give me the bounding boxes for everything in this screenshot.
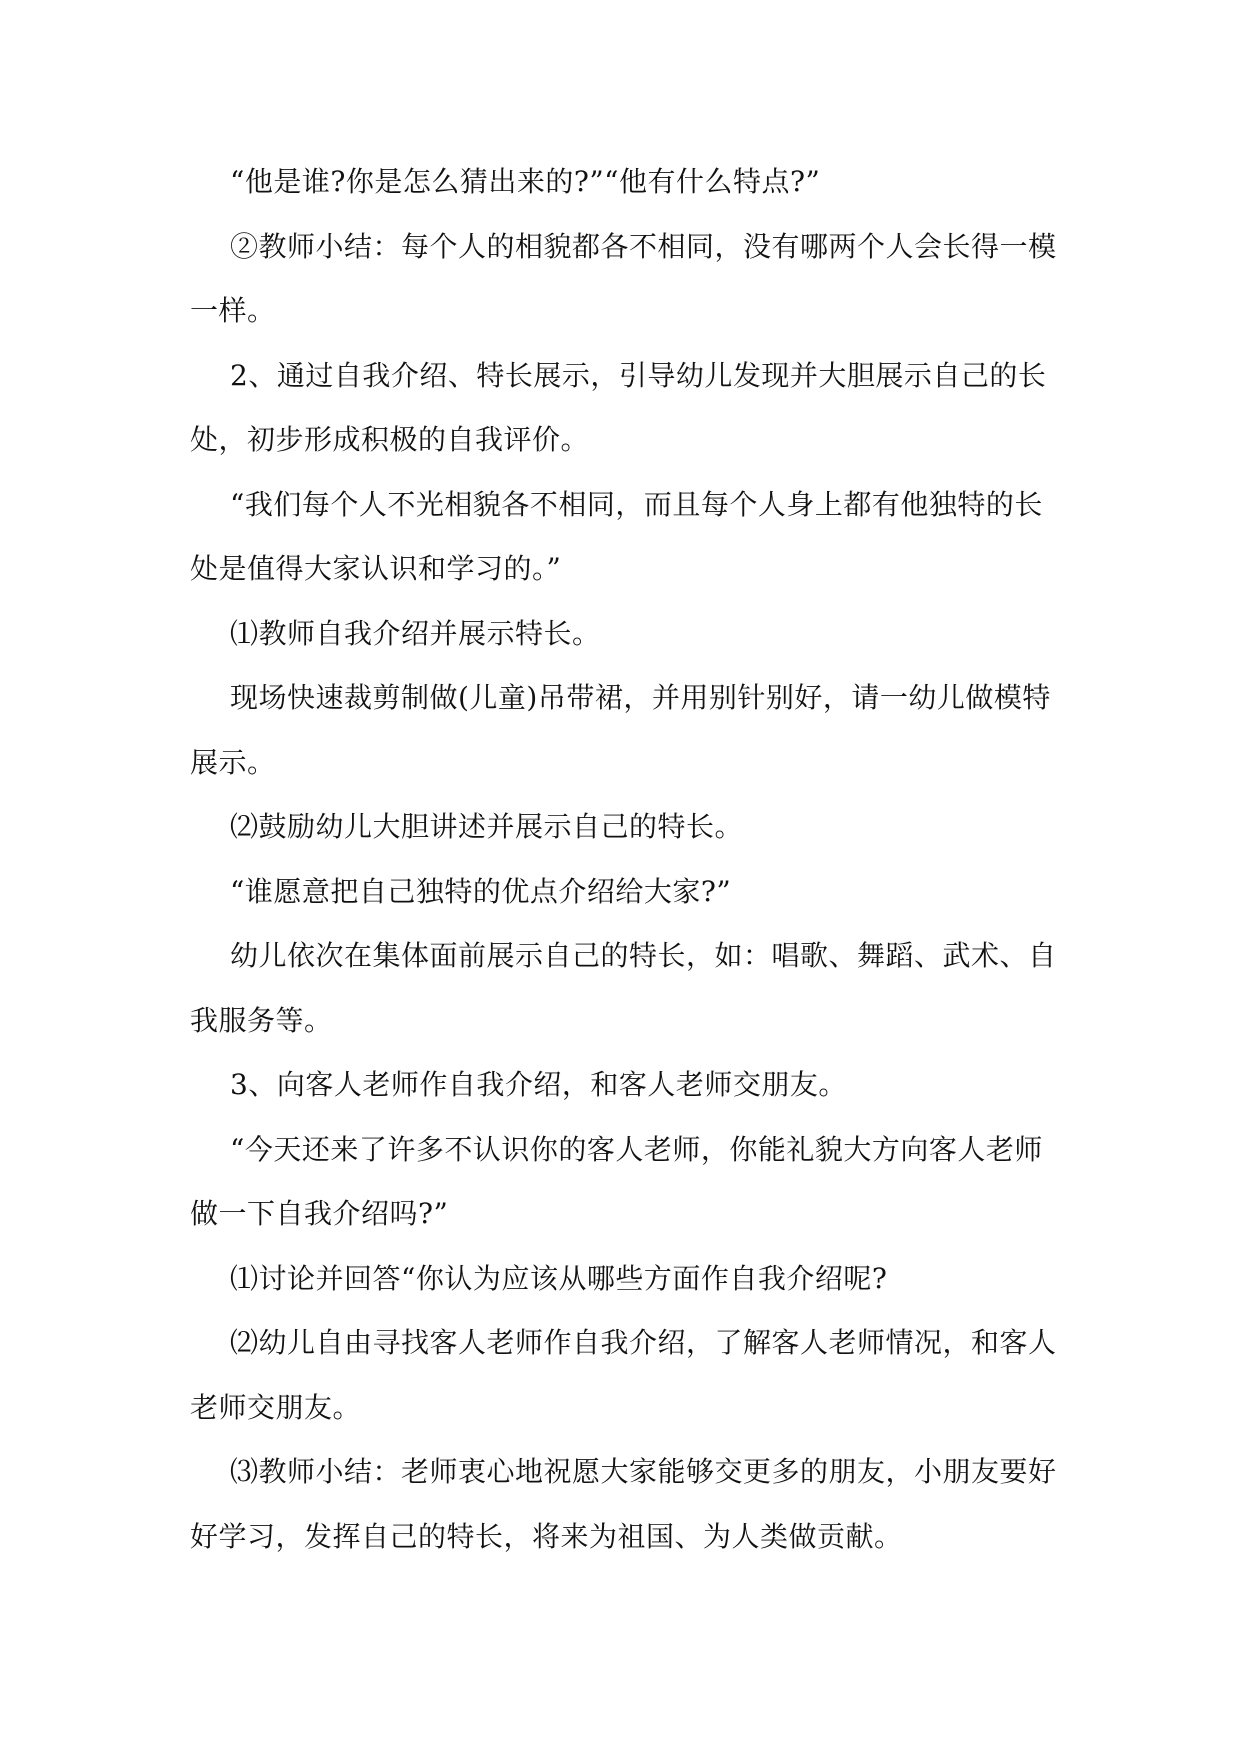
paragraph-teacher-summary-2: ⑶教师小结：老师衷心地祝愿大家能够交更多的朋友，小朋友要好好学习，发挥自己的特长，将来为祖国、为人类做贡献。 (190, 1455, 1057, 1553)
document-body (190, 150, 1070, 1569)
paragraph-encourage-children: ⑵鼓励幼儿大胆讲述并展示自己的特长。 (230, 810, 744, 843)
paragraph-discuss: ⑴讨论并回答“你认为应该从哪些方面作自我介绍呢? (230, 1261, 888, 1295)
paragraph-step-2: 2、通过自我介绍、特长展示，引导幼儿发现并大胆展示自己的长处，初步形成积极的自我评价。 (190, 358, 1047, 456)
paragraph-quote-guests: “今天还来了许多不认识你的客人老师，你能礼貌大方向客人老师做一下自我介绍吗?” (190, 1132, 1043, 1230)
paragraph-dress-demo: 现场快速裁剪制做(儿童)吊带裙，并用别针别好，请一幼儿做模特展示。 (190, 681, 1051, 779)
paragraph-teacher-summary-1: ②教师小结：每个人的相貌都各不相同，没有哪两个人会长得一模一样。 (190, 229, 1057, 327)
paragraph-children-show: 幼儿依次在集体面前展示自己的特长，如：唱歌、舞蹈、武术、自我服务等。 (190, 939, 1057, 1037)
paragraph-teacher-intro: ⑴教师自我介绍并展示特长。 (230, 616, 601, 650)
paragraph-quote-who-willing: “谁愿意把自己独特的优点介绍给大家?” (230, 874, 732, 908)
paragraph-quote-strengths: “我们每个人不光相貌各不相同，而且每个人身上都有他独特的长处是值得大家认识和学习的。” (190, 487, 1043, 585)
paragraph-step-3: 3、向客人老师作自我介绍，和客人老师交朋友。 (230, 1068, 847, 1101)
paragraph-quote-who: “他是谁?你是怎么猜出来的?”“他有什么特点?” (230, 165, 821, 198)
paragraph-find-guests: ⑵幼儿自由寻找客人老师作自我介绍，了解客人老师情况，和客人老师交朋友。 (190, 1326, 1057, 1424)
